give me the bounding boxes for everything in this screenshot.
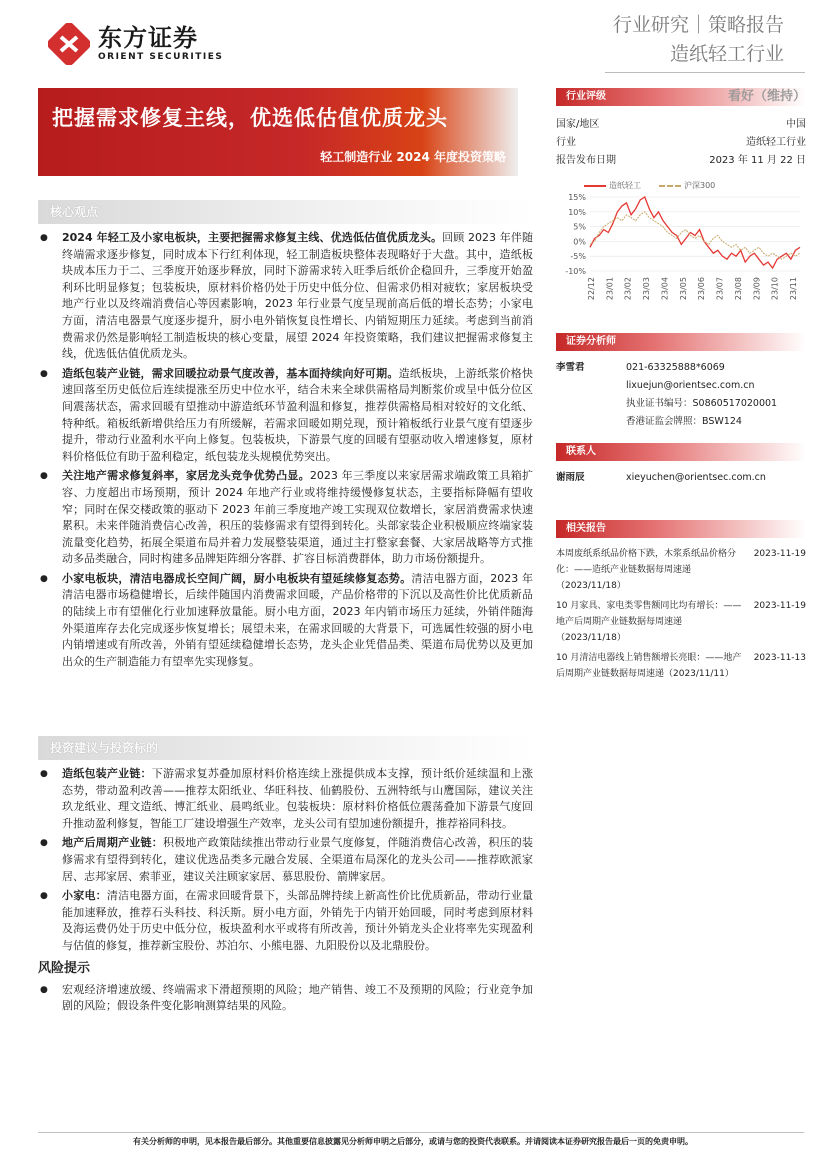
related-header: 相关报告: [556, 520, 806, 538]
analyst-name: 李雪君: [556, 362, 585, 373]
contact-panel: [556, 443, 806, 487]
page-title: 把握需求修复主线，优选低估值优质龙头: [52, 106, 448, 130]
analyst-email[interactable]: lixuejun@orientsec.com.cn: [626, 380, 755, 391]
x-tick-label: 23/07: [715, 277, 725, 301]
logo-name-cn: 东方证券: [98, 24, 198, 52]
core-views-header: 核心观点: [38, 200, 533, 224]
title-banner: [38, 88, 518, 176]
related-report-item[interactable]: 10 月清洁电器线上销售额增长亮眼：——地产后周期产业链数据每周速递（2023/11/11） 2023-11-13: [556, 653, 806, 679]
risk-paragraph: ● 宏观经济增速放缓、终端需求下滑超预期的风险；地产销售、竣工不及预期的风险；行业竞争加剧的风险；假设条件变化影响测算结果的风险。: [38, 982, 533, 1015]
series-line: [590, 197, 800, 268]
x-tick-label: 23/02: [623, 277, 633, 301]
x-tick-label: 23/05: [678, 277, 688, 301]
core-paragraph: ● 2024 年轻工及小家电板块，主要把握需求修复主线、优选低估值优质龙头。回顾 2023 年伴随终端需求逐步修复，同时成本下行红利体现，轻工制造板块整体表现略好于大盘。其中，造纸板块成本压力于二、三季度开始逐步释放，同时下游需求转入旺季后纸价企稳回升，三季度开始盈利环比明显修复；包装板块，原材料价格仍处于历史中低分位、但需求仍相对疲软；家居板块受地产行业以及终端消费信心等因素影响，2023 年行业景气度呈现前高后低的增长态势；小家电方面，清洁电器景气度逐步提升，厨小电外销恢复良性增长、内销短期压力延续。考虑到当前消费需求仍然是影响轻工制造板块的核心变量，展望 2024 年投资策略，我们建议把握需求修复主线，优选低估值优质龙头。: [38, 230, 533, 363]
core-paragraph: ● 小家电板块，清洁电器成长空间广阔，厨小电板块有望延续修复态势。清洁电器方面，2023 年清洁电器市场稳健增长，后续伴随国内消费需求回暖，产品价格带的下沉以及高性价比优质新品的陆续上市有望催化行业加速释放量能。厨小电方面，2023 年内销市场压力延续，外销伴随海外渠道库存去化完成逐步恢复增长；展望未来，在需求回暖的大背景下，可选属性较强的厨小电内销增速或有所改善，外销有望延续稳健增长态势，龙头企业凭借品类、渠道布局优势以及更加出众的生产制造能力有望率先实现修复。: [38, 571, 533, 671]
x-tick-label: 23/09: [752, 277, 762, 301]
analyst-phone-row: [556, 359, 806, 377]
analyst-header: 证券分析师: [556, 333, 806, 351]
contact-name: 谢雨辰: [556, 472, 585, 483]
contact-email[interactable]: xieyuchen@orientsec.com.cn: [626, 472, 766, 483]
analyst-cert: 执业证书编号：S0860517020001: [626, 398, 778, 409]
y-tick-label: 0%: [573, 237, 586, 247]
y-tick-label: -10%: [565, 267, 586, 276]
report-industry: 造纸轻工行业: [669, 43, 784, 65]
rating-info: [556, 116, 806, 170]
x-tick-label: 23/11: [789, 277, 798, 301]
info-row: 报告发布日期 2023 年 11 月 22 日: [556, 155, 806, 166]
contact-header: 联系人: [556, 443, 806, 461]
core-paragraph: ● 关注地产需求修复斜率，家居龙头竞争优势凸显。2023 年三季度以来家居需求端政策工具箱扩容、力度超出市场预期，预计 2024 年地产行业或将维持缓慢修复状态，主要指标降幅有望收窄；同时在保交楼政策的驱动下 2023 年前三季度地产竣工实现双位数增长，家居消费需求快速累积。未来伴随消费信心改善，积压的装修需求有望得到转化。头部家装企业积极顺应终端家装流量变化趋势，拓展全渠道布局并着力发展整装渠道，通过主打整家套餐、大家居战略等方式推动多品类融合，同时构建多品牌矩阵细分客群、扩容目标消费群体，助力市场份额提升。: [38, 468, 533, 568]
investment-paragraph: ● 地产后周期产业链：积极地产政策陆续推出带动行业景气度修复，伴随消费信心改善，积压的装修需求有望得到转化，建议优选品类多元融合发展、全渠道布局深化的龙头公司——推荐欧派家居、志邦家居、索菲亚，建议关注顾家家居、慕思股份、箭牌家居。: [38, 835, 533, 885]
rating-label: 行业评级: [566, 91, 606, 102]
report-category: 行业研究｜策略报告: [612, 14, 784, 36]
footer-divider: [38, 1132, 804, 1133]
logo: [48, 22, 238, 66]
x-tick-label: 23/08: [733, 277, 743, 301]
related-reports-panel: [556, 520, 806, 682]
related-report-item[interactable]: 本周废纸系纸品价格下跌，木浆系纸品价格分化：——造纸产业链数据每周速递（2023/11/18） 2023-11-19: [556, 549, 806, 591]
legend-item: 造纸轻工: [584, 180, 641, 191]
legend-item: 沪深300: [659, 180, 715, 191]
x-tick-label: 23/01: [605, 277, 615, 301]
chart-legend: [584, 180, 806, 191]
info-row: 国家/地区 中国: [556, 119, 806, 130]
y-tick-label: -5%: [570, 252, 586, 262]
analyst-hk-license: 香港证监会牌照：BSW124: [626, 416, 742, 427]
performance-chart: [556, 191, 806, 309]
x-tick-label: 23/03: [642, 277, 652, 301]
rating-panel: [556, 88, 806, 313]
core-views-section: [38, 200, 533, 670]
investment-header: 投资建议与投资标的: [38, 736, 533, 760]
x-tick-label: 22/12: [587, 277, 596, 301]
core-paragraph: ● 造纸包装产业链，需求回暖拉动景气度改善，基本面持续向好可期。造纸板块，上游纸浆价格快速回落至历史低位后连续提涨至历史中位水平，结合未来全球供需格局判断浆价或呈中低分位区间震荡状态，需求回暖有望推动中游造纸环节盈利温和修复，推荐供需格局相对较好的文化纸、特种纸。箱板纸新增供给压力有所缓解，若需求回暖如期兑现，预计箱板纸行业景气度有望逐步提升，带动行业盈利水平向上修复。包装板块，下游景气度的回暖有望驱动收入增速修复，原材料价格低位有助于盈利稳定，纸包装龙头规模优势突出。: [38, 366, 533, 466]
logo-name-en: ORIENT SECURITIES: [98, 52, 224, 62]
page-subtitle: 轻工制造行业 2024 年度投资策略: [320, 150, 506, 164]
rating-header: [556, 88, 806, 106]
investment-paragraph: ● 造纸包装产业链：下游需求复苏叠加原材料价格连续上涨提供成本支撑，预计纸价延续温和上涨态势，带动盈利改善——推荐太阳纸业、华旺科技、仙鹤股份、五洲特纸与山鹰国际，建议关注玖龙纸业、理文造纸、博汇纸业、晨鸣纸业。包装板块：原材料价格低位震荡叠加下游景气度回升推动盈利修复，智能工厂建设增强生产效率，龙头公司有望加速份额提升，推荐裕同科技。: [38, 766, 533, 832]
logo-mark-icon: [48, 23, 90, 65]
y-tick-label: 5%: [573, 222, 586, 232]
analyst-panel: [556, 333, 806, 431]
y-tick-label: 15%: [568, 193, 586, 202]
risk-title: 风险提示: [38, 960, 91, 976]
header-divider: [605, 72, 805, 73]
x-tick-label: 23/10: [770, 277, 780, 301]
analyst-phone: 021-63325888*6069: [626, 362, 725, 373]
y-tick-label: 10%: [568, 207, 586, 217]
investment-section: [38, 736, 533, 1015]
info-row: 行业 造纸轻工行业: [556, 137, 806, 148]
x-tick-label: 23/06: [697, 277, 707, 301]
investment-paragraph: ● 小家电：清洁电器方面，在需求回暖背景下，头部品牌持续上新高性价比优质新品，带动行业量能加速释放，推荐石头科技、科沃斯。厨小电方面，外销先于内销开始回暖，同时考虑到原材料及海运费仍处于历史中低分位，板块盈利水平或将有所改善，预计外销龙头企业将率先实现盈利与估值的修复，推荐新宝股份、苏泊尔、小熊电器、九阳股份以及北鼎股份。: [38, 888, 533, 954]
rating-value: 看好（维持）: [727, 89, 806, 104]
footer-disclaimer: 有关分析师的申明，见本报告最后部分。其他重要信息披露见分析师申明之后部分，或请与您的投资代表联系。并请阅读本证券研究报告最后一页的免责申明。: [133, 1137, 693, 1146]
x-tick-label: 23/04: [660, 277, 670, 301]
related-report-item[interactable]: 10 月家具、家电类零售额同比均有增长：——地产后周期产业链数据每周速递（2023/11/18） 2023-11-19: [556, 601, 806, 643]
